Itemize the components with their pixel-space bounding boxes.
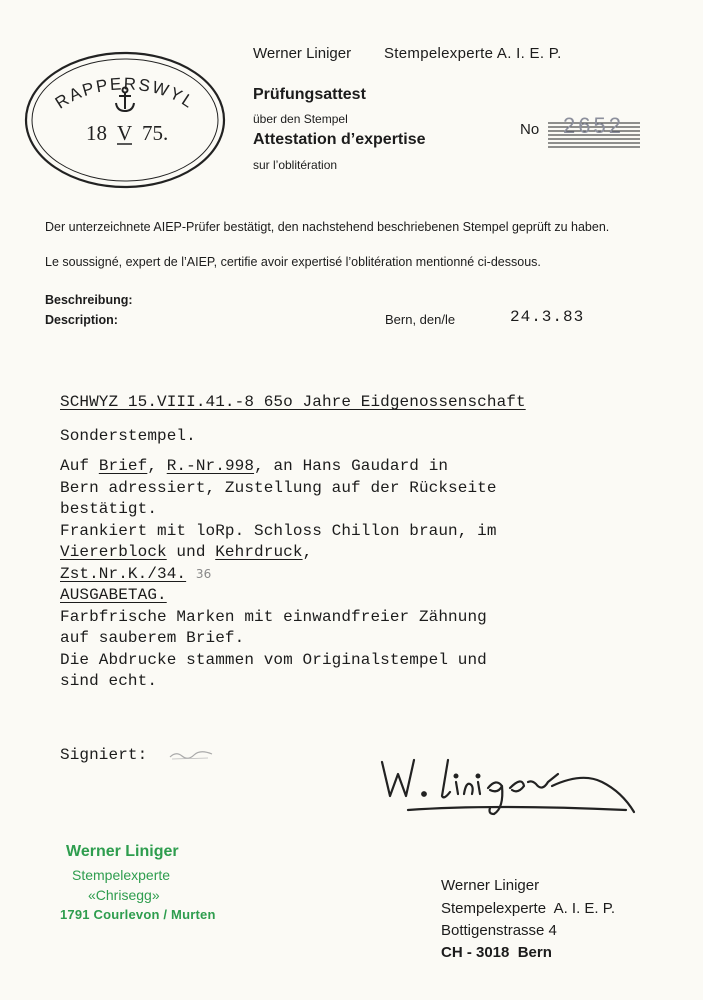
number-label: No: [520, 121, 540, 138]
certificate-number: 2652: [563, 113, 624, 138]
intro-de: Der unterzeichnete AIEP-Prüfer bestätigt, den nachstehend beschriebenen Stempel geprüft zu haben.: [45, 220, 610, 234]
header-title: Stempelexperte A. I. E. P.: [384, 45, 562, 62]
green-stamp-address: 1791 Courlevon / Murten: [60, 907, 216, 922]
subtitle-de: über den Stempel: [253, 112, 348, 126]
body-line-6: Viererblock und Kehrdruck,: [60, 543, 313, 561]
body-line-9: Farbfrische Marken mit einwandfreier Zähnung: [60, 608, 487, 626]
title-fr: Attestation d’expertise: [253, 131, 426, 148]
place-label: Bern, den/le: [385, 312, 456, 327]
subtitle-fr: sur l’oblitération: [253, 158, 338, 172]
body-line-8: AUSGABETAG.: [60, 586, 167, 604]
body-line-3: Bern adressiert, Zustellung auf der Rückseite: [60, 479, 497, 497]
body-line-4: bestätigt.: [60, 500, 158, 518]
postmark-stamp: [14, 44, 240, 196]
postmark-date-day: 18: [86, 121, 107, 145]
body-line-5: Frankiert mit loRp. Schloss Chillon braun, im: [60, 522, 497, 540]
description-label-de: Beschreibung:: [45, 293, 133, 307]
handwritten-signature: [372, 752, 644, 832]
green-stamp-house: «Chrisegg»: [88, 887, 160, 903]
postmark-town: RAPPERSWYL: [51, 74, 199, 113]
address-title: Stempelexperte A. I. E. P.: [441, 900, 615, 917]
signature-mark: [168, 748, 214, 762]
green-stamp-title: Stempelexperte: [72, 867, 171, 883]
address-street: Bottigenstrasse 4: [441, 922, 557, 939]
body-line-11: Die Abdrucke stammen vom Originalstempel und: [60, 651, 487, 669]
certificate-date: 24.3.83: [510, 308, 585, 326]
body-line-12: sind echt.: [60, 672, 158, 690]
address-city: CH - 3018 Bern: [441, 944, 552, 961]
body-line-10: auf sauberem Brief.: [60, 629, 245, 647]
title-de: Prüfungsattest: [253, 86, 366, 103]
stamp-heading: SCHWYZ 15.VIII.41.-8 65o Jahre Eidgenossenschaft: [60, 393, 526, 411]
body-line-2: Auf Brief, R.-Nr.998, an Hans Gaudard in: [60, 457, 449, 475]
header-name: Werner Liniger: [253, 45, 352, 62]
postmark-date-month: V: [117, 121, 133, 145]
body-line-7: Zst.Nr.K./34. 36: [60, 565, 212, 583]
green-stamp-name: Werner Liniger: [66, 843, 179, 860]
intro-fr: Le soussigné, expert de l’AIEP, certifie avoir expertisé l’oblitération mentionné ci-dessous.: [45, 255, 541, 269]
body-line-1: Sonderstempel.: [60, 427, 196, 445]
signature-label: Signiert:: [60, 746, 148, 764]
postmark-date-year: 75.: [142, 121, 169, 145]
handwritten-correction: 36: [195, 567, 212, 581]
address-name: Werner Liniger: [441, 877, 540, 894]
description-label-fr: Description:: [45, 313, 118, 327]
